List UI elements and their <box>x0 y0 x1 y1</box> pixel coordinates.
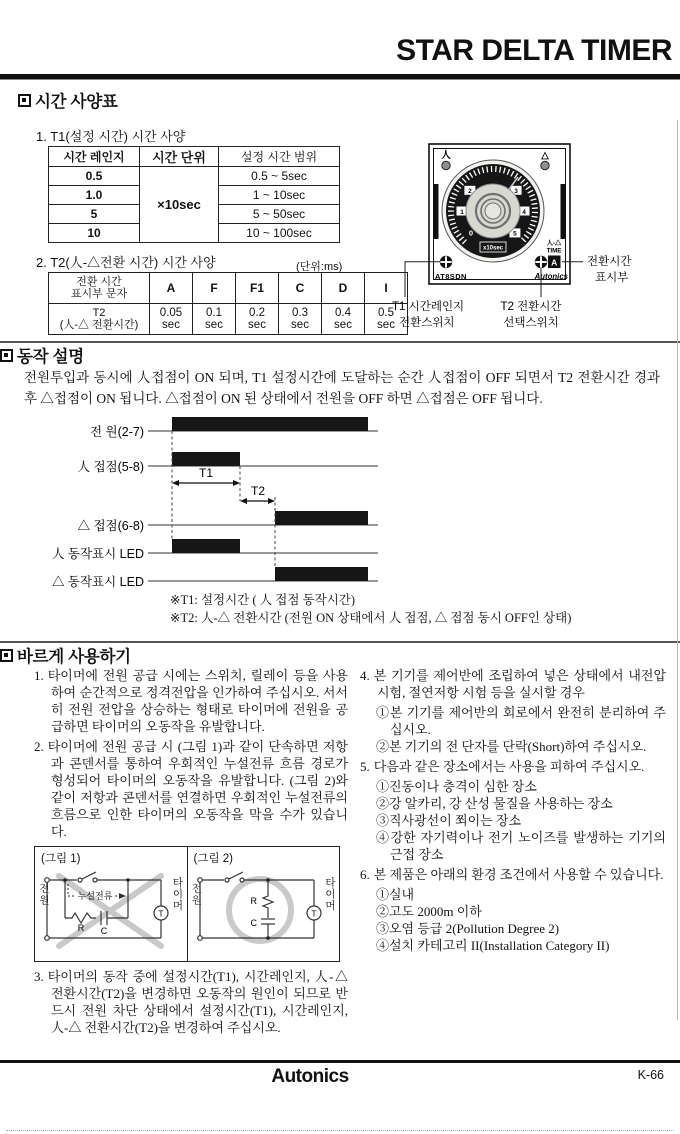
usage-item-1: 1. 타이머에 전원 공급 시에는 스위치, 릴레이 등을 사용하여 순간적으로 정격전압을 인가하여 주십시오. 서서히 전원 전압을 상승하는 형태로 타이머에 전원을 공급하면 타이머의 오동작을 유발합니다. <box>34 668 348 734</box>
display-letter-box <box>548 256 561 269</box>
svg-text:3: 3 <box>514 188 518 196</box>
r-label: R <box>250 896 257 906</box>
section-usage <box>0 643 680 1039</box>
timer-label: 타이머 <box>324 877 336 912</box>
table-row: 5 5 ~ 50sec <box>49 205 340 224</box>
svg-text:A: A <box>551 257 558 268</box>
section-time-spec <box>0 80 680 341</box>
operation-description: 전원투입과 동시에 人접점이 ON 되며, T1 설정시간에 도달하는 순간 人접점이 OFF 되면서 T2 전환시간 경과 후 △접점이 ON 됩니다. △접점이 ON 된 상태에서 전원을 OFF 하면 △접점은 OFF 됩니다. <box>24 370 660 406</box>
section-heading-text: 동작 설명 <box>17 348 84 366</box>
t2-unit-note: (단위:ms) <box>296 261 343 273</box>
svg-text:T2: T2 <box>250 484 266 498</box>
t1-span-arrow <box>172 466 240 486</box>
circuit-figure-box <box>34 846 340 962</box>
label-t1-2: 전환스위치 <box>399 317 455 329</box>
usage-item-2: 2. 타이머에 전원 공급 시 (그림 1)과 같이 단속하면 저항과 콘덴서를 통하여 우회적인 누설전류 흐름 경로가 형성되어 타이머의 오동작을 유발합니다. (그림 2)와 같이 저항과 콘덴서를 연결하면 우회적인 누설전류의 흐름으로 인한 타이머의 오동작을 막을 수가 있습니다. <box>34 739 348 839</box>
section-marker-icon <box>0 649 13 662</box>
svg-text:5: 5 <box>513 230 517 238</box>
timing-diagram <box>20 413 660 591</box>
usage-subitem: ②고도 2000m 이하 <box>376 904 482 919</box>
section-operation <box>0 343 680 627</box>
circuit-2 <box>188 866 338 954</box>
page-title: STAR DELTA TIMER <box>396 34 672 67</box>
r-label: R <box>77 923 85 933</box>
dial-scale-label: x10sec <box>482 245 504 252</box>
svg-text:2: 2 <box>468 188 472 196</box>
table-row <box>49 147 340 167</box>
page-footer <box>0 1060 680 1088</box>
usage-right-column <box>360 667 666 1039</box>
usage-item-5: 5. 다음과 같은 장소에서는 사용을 피하여 주십시오. <box>360 759 645 774</box>
t-label: T <box>310 908 317 919</box>
model-label: AT8SDN <box>435 272 467 281</box>
t1-caption: 1. T1(설정 시간) 시간 사양 <box>36 129 186 144</box>
t2-row-header: T2 (人-△ 전환시간) <box>49 304 150 335</box>
table-row: 전환 시간 표시부 문자 A F F1 C D I <box>49 273 408 304</box>
figure-2-label: (그림 2) <box>193 853 233 865</box>
usage-subitem: ②강 알카리, 강 산성 물질을 사용하는 장소 <box>376 796 613 811</box>
t-label: T <box>158 908 164 919</box>
label-t1-1: T1 시간레인지 <box>392 301 465 313</box>
svg-text:전 원(2-7): 전 원(2-7) <box>89 425 144 439</box>
diagram-note-t2: ※T2: 人-△ 전환시간 (전원 ON 상태에서 人 접점, △ 접점 동시 OFF인 상태) <box>170 611 572 625</box>
table-row: 10 10 ~ 100sec <box>49 224 340 243</box>
c-label: C <box>100 926 108 936</box>
t2-select-screw-icon <box>535 256 547 268</box>
svg-text:人 접점(5-8): 人 접점(5-8) <box>77 460 144 474</box>
t2-table <box>48 272 408 335</box>
figure-2-panel <box>187 847 340 961</box>
t2-span-arrow <box>240 484 275 504</box>
c-label: C <box>250 918 257 928</box>
svg-text:△: △ <box>541 150 549 161</box>
usage-subitem: ③직사광선이 쬐이는 장소 <box>376 813 522 828</box>
section-heading-operation <box>0 343 680 367</box>
t1-table <box>48 146 340 243</box>
svg-text:1: 1 <box>460 208 464 216</box>
circuit-1 <box>35 866 185 954</box>
svg-text:△ 접점(6-8): △ 접점(6-8) <box>77 519 144 533</box>
table-row: T2 (人-△ 전환시간) 0.05 sec 0.1 sec 0.2 sec 0.3 sec 0.4 sec 0.5 sec <box>49 304 408 335</box>
x-overlay <box>59 876 164 946</box>
section-heading-text: 바르게 사용하기 <box>17 648 131 666</box>
label-display-2: 표시부 <box>595 272 629 284</box>
usage-subitem: ②본 기기의 전 단자를 단락(Short)하여 주십시오. <box>376 739 647 754</box>
table-row: 1.0 1 ~ 10sec <box>49 186 340 205</box>
mode-time-label <box>547 239 562 255</box>
t1-unit-cell: ×10sec <box>140 167 219 243</box>
section-heading-time-spec <box>18 88 117 112</box>
table-row: 0.5 ×10sec 0.5 ~ 5sec <box>49 167 340 186</box>
timer-dial-figure <box>390 129 680 339</box>
usage-subitem: ④설치 카테고리 II(Installation Category II) <box>376 938 610 953</box>
o-overlay <box>229 879 291 941</box>
section-marker-icon <box>18 94 31 107</box>
figure-1-label: (그림 1) <box>41 853 81 865</box>
mount-bar-right <box>561 184 566 239</box>
svg-text:△ 동작표시 LED: △ 동작표시 LED <box>51 575 144 589</box>
svg-text:人 동작표시 LED: 人 동작표시 LED <box>51 547 144 561</box>
usage-subitem: ①본 기기를 제어반의 회로에서 완전히 분리하여 주십시오. <box>376 705 666 737</box>
t2-corner-header: 전환 시간 표시부 문자 <box>49 273 150 304</box>
svg-text:人: 人 <box>441 150 451 161</box>
usage-subitem: ④강한 자기력이나 전기 노이즈를 발생하는 기기의 근접 장소 <box>376 830 666 862</box>
svg-text:TIME: TIME <box>546 247 562 255</box>
t2-caption: 2. T2(人-△전환 시간) 시간 사양 <box>36 255 216 270</box>
power-label: 전원 <box>190 883 203 906</box>
label-t2-2: 선택스위치 <box>503 317 559 329</box>
svg-text:T1: T1 <box>198 466 214 480</box>
signal-labels <box>52 424 144 589</box>
section-heading-usage <box>0 643 680 667</box>
usage-subitem: ①실내 <box>376 887 415 902</box>
diagram-note-t1: ※T1: 설정시간 ( 人 접점 동작시간) <box>170 593 356 607</box>
dial-zero: 0 <box>468 228 474 238</box>
scan-bottom-line <box>6 1130 674 1131</box>
figure-1-panel <box>35 847 187 961</box>
dial <box>442 160 544 262</box>
leakage-label: 누설전류 <box>77 891 113 901</box>
power-label: 전원 <box>38 883 50 906</box>
footer-page-number: K-66 <box>637 1068 664 1082</box>
usage-item-3: 3. 타이머의 동작 중에 설정시간(T1), 시간레인지, 人-△ 전환시간(T2)을 변경하면 오동작의 원인이 되므로 반드시 전원 차단 상태에서 설정시간(T1), 시간레인지, 人-△ 전환시간(T2)을 변경하여 주십시오. <box>34 969 348 1035</box>
usage-left-column <box>18 667 348 1039</box>
usage-subitem: ①진동이나 충격이 심한 장소 <box>376 779 537 794</box>
section-heading-text: 시간 사양표 <box>35 93 118 111</box>
delta-led <box>540 150 549 170</box>
timer-label: 타이머 <box>171 877 184 912</box>
footer-brand-logo: Autonics <box>271 1066 349 1087</box>
svg-text:4: 4 <box>522 208 526 216</box>
star-led <box>441 149 451 170</box>
usage-subitem: ③오염 등급 2(Pollution Degree 2) <box>376 921 560 936</box>
label-t2-1: T2 전환시간 <box>500 301 562 313</box>
usage-item-4: 4. 본 기기를 제어반에 조립하여 넣은 상태에서 내전압 시험, 절연저항 시험 등을 실시할 경우 <box>360 668 666 700</box>
svg-text:人-△: 人-△ <box>546 240 562 247</box>
brand-logo: Autonics <box>534 272 568 281</box>
label-display-1: 전환시간 <box>587 256 632 268</box>
t1-range-screw-icon <box>440 256 452 268</box>
t1-header-span: 설정 시간 범위 <box>219 147 340 167</box>
usage-item-6: 6. 본 제품은 아래의 환경 조건에서 사용할 수 있습니다. <box>360 867 664 882</box>
mount-bar-left <box>434 184 439 239</box>
t1-header-range: 시간 레인지 <box>49 147 140 167</box>
t1-header-unit: 시간 단위 <box>140 147 219 167</box>
section-marker-icon <box>0 349 13 362</box>
